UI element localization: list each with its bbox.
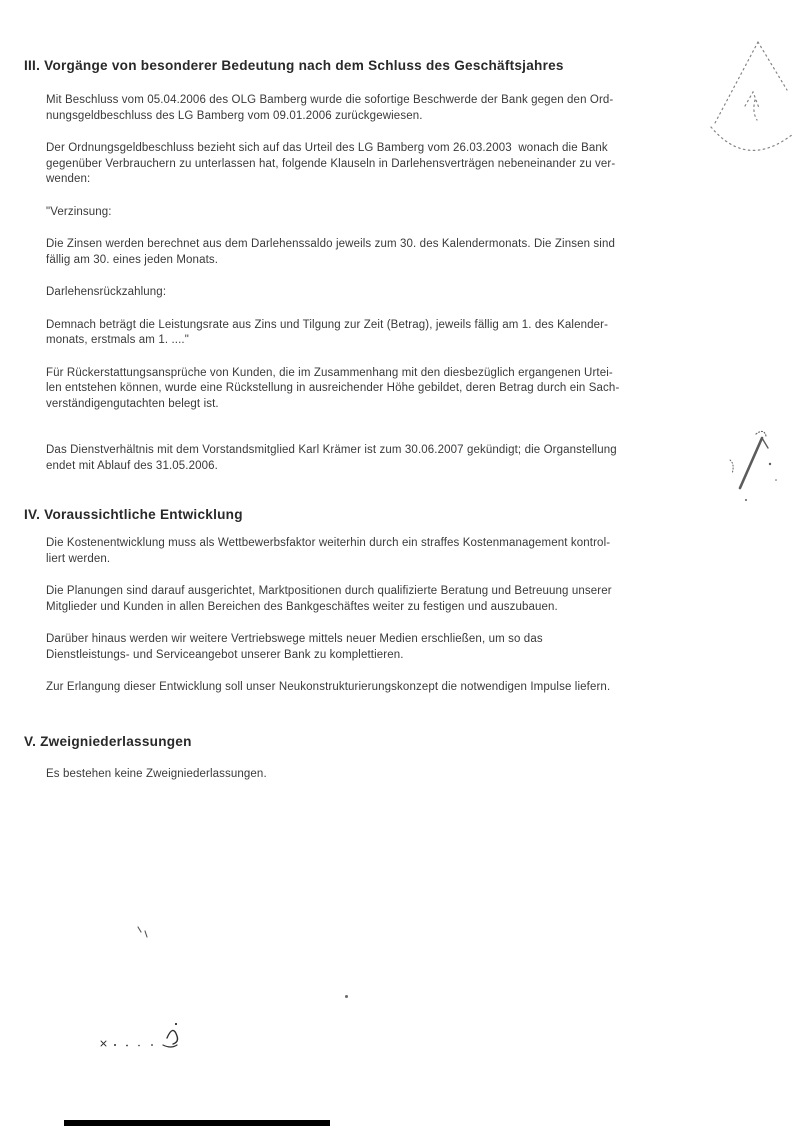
section-heading: III. Vorgänge von besonderer Bedeutung nach dem Schluss des Geschäftsjahres: [24, 58, 564, 73]
text-line: Dienstleistungs- und Serviceangebot unserer Bank zu komplettieren.: [46, 648, 404, 661]
section-body: [46, 536, 800, 696]
paragraph: [46, 536, 800, 567]
text-line: Die Kostenentwicklung muss als Wettbewerbsfaktor weiterhin durch ein straffes Kostenmanagement kontrol-: [46, 537, 611, 549]
text-line: gegenüber Verbrauchern zu unterlassen hat, folgende Klauseln in Darlehensverträgen nebeneinander zu ver-: [46, 157, 616, 170]
text-line: Das Dienstverhältnis mit dem Vorstandsmitglied Karl Krämer ist zum 30.06.2007 gekündigt; die Organstellung: [46, 444, 617, 456]
text-line: Die Zinsen werden berechnet aus dem Darlehenssaldo jeweils zum 30. des Kalendermonats. Die Zinsen sind: [46, 238, 616, 250]
paragraph: [46, 205, 800, 221]
text-line: verständigengutachten belegt ist.: [46, 397, 219, 410]
paragraph: [46, 141, 800, 188]
text-line: "Verzinsung:: [46, 205, 112, 218]
section-body: [46, 767, 800, 783]
paragraph: [46, 318, 800, 349]
text-line: len entstehen können, wurde eine Rückstellung in ausreichender Höhe gebildet, deren Betrag durch ein Sach-: [46, 382, 620, 394]
text-line: Mitglieder und Kunden in allen Bereichen des Bankgeschäftes weiter zu festigen und auszubauen.: [46, 600, 558, 613]
text-line: Demnach beträgt die Leistungsrate aus Zins und Tilgung zur Zeit (Betrag), jeweils fällig am 1. des Kalender-: [46, 318, 609, 331]
section-body: [46, 93, 800, 474]
text-line: Zur Erlangung dieser Entwicklung soll unser Neukonstrukturierungskonzept die notwendigen Impulse liefern.: [46, 681, 611, 693]
text-line: Mit Beschluss vom 05.04.2006 des OLG Bamberg wurde die sofortige Beschwerde der Bank gegen den Ord-: [46, 94, 614, 106]
paragraph: [46, 680, 800, 696]
paragraph: [46, 285, 800, 301]
pencil-scribble-icon: [695, 28, 800, 163]
text-line: wenden:: [46, 173, 91, 185]
text-line: monats, erstmals am 1. ....": [46, 334, 189, 346]
section-branches: [0, 734, 800, 783]
text-line: Für Rückerstattungsansprüche von Kunden, die im Zusammenhang mit den diesbezüglich ergangenen Urtei-: [46, 366, 613, 379]
text-line: fällig am 30. eines jeden Monats.: [46, 253, 219, 266]
pencil-dots-scribble-icon: [95, 1018, 205, 1060]
paragraph: [46, 584, 800, 615]
text-line: Der Ordnungsgeldbeschluss bezieht sich auf das Urteil des LG Bamberg vom 26.03.2003 wonach die Bank: [46, 142, 608, 154]
check-mark-scribble-icon: [726, 420, 786, 512]
text-line: Es bestehen keine Zweigniederlassungen.: [46, 767, 267, 780]
scan-speck: [345, 995, 348, 998]
paragraph: [46, 93, 800, 124]
section-heading: IV. Voraussichtliche Entwicklung: [24, 507, 243, 522]
text-line: Darlehensrückzahlung:: [46, 286, 167, 298]
section-heading: V. Zweigniederlassungen: [24, 733, 192, 749]
paragraph: [46, 237, 800, 268]
text-line: Darüber hinaus werden wir weitere Vertriebswege mittels neuer Medien erschließen, um so das: [46, 633, 543, 645]
text-line: nungsgeldbeschluss des LG Bamberg vom 09.01.2006 zurückgewiesen.: [46, 109, 423, 122]
text-line: endet mit Ablauf des 31.05.2006.: [46, 459, 218, 472]
paragraph: [46, 443, 800, 474]
paragraph: [46, 632, 800, 663]
text-line: Die Planungen sind darauf ausgerichtet, Marktpositionen durch qualifizierte Beratung und Betreuung unserer: [46, 585, 612, 597]
scan-artifact-bar: [64, 1120, 330, 1126]
section-expected-development: [0, 507, 800, 696]
paragraph: [46, 366, 800, 413]
section-events-after-fiscal-year: [0, 58, 800, 474]
text-line: liert werden.: [46, 552, 111, 565]
paragraph: [46, 767, 800, 783]
scan-speck-icon: [136, 924, 152, 942]
